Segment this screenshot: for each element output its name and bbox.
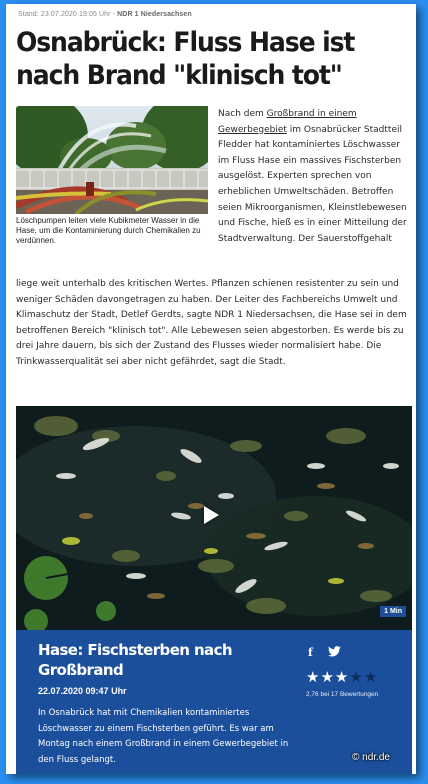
play-icon[interactable] xyxy=(204,506,219,524)
star-icon[interactable]: ★ xyxy=(320,669,335,686)
article-text: im Osnabrücker Stadtteil Fledder hat kontaminiertes Löschwasser im Fluss Hase ein massives Fischsterben ausgelöst. Experten sprechen von erheblichen Umweltschäden. Betroffen seien Mikroorganismen, Kleinstlebewesen und Fische, hieß es in einer Mitteilung der Stadtverwaltung. Der Sauerstoffgehalt xyxy=(218,124,407,244)
video-date: 22.07.2020 09:47 Uhr xyxy=(38,686,127,696)
copyright-watermark: © ndr.de xyxy=(352,752,390,763)
article-meta xyxy=(18,11,192,18)
fire-article-link[interactable]: Großbrand in einem Gewerbegebiet xyxy=(218,109,357,135)
star-rating[interactable] xyxy=(306,668,378,686)
facebook-icon[interactable]: f xyxy=(308,646,313,659)
article-paragraph xyxy=(218,107,408,247)
article-source: NDR 1 Niedersachsen xyxy=(117,11,192,18)
star-icon[interactable]: ★ xyxy=(334,669,350,686)
star-icon[interactable]: ★ xyxy=(363,669,379,686)
page-title: Osnabrück: Fluss Hase ist nach Brand "klinisch tot" xyxy=(16,27,355,91)
meta-separator: - xyxy=(112,11,116,18)
star-icon[interactable]: ★ xyxy=(349,669,364,686)
video-title[interactable]: Hase: Fischsterben nach Großbrand xyxy=(38,641,232,679)
twitter-icon[interactable] xyxy=(328,646,341,657)
star-icon[interactable]: ★ xyxy=(306,669,321,686)
article-card xyxy=(6,4,416,774)
rating-summary: 2,76 bei 17 Bewertungen xyxy=(306,691,379,698)
video-description: In Osnabrück hat mit Chemikalien kontaminiertes Löschwasser zu einem Fischsterben geführt. Es war am Montag nach einem Großbrand in einem Gewerbegebiet in den Fluss gelangt. xyxy=(38,708,289,765)
article-text: Nach dem xyxy=(218,109,267,119)
article-timestamp: Stand: 23.07.2020 19:05 Uhr xyxy=(18,11,111,18)
video-player[interactable] xyxy=(16,406,412,630)
image-caption: Löschpumpen leiten viele Kubikmeter Wasser in die Hase, um die Kontaminierung durch Chemikalien zu verdünnen. xyxy=(16,216,201,245)
firefighting-photo xyxy=(16,106,208,214)
video-duration-badge: 1 Min xyxy=(380,606,406,617)
article-paragraph-continued: liege weit unterhalb des kritischen Wertes. Pflanzen schienen resistenter zu sein und weniger Schäden davongetragen zu haben. Der Leiter des Fachbereichs Umwelt und Klimaschutz der Stadt, Detlef Gerdts, sagte NDR 1 Niedersachsen, die Hase sei in dem betroffenen Bereich "klinisch tot". Alle Lebewesen seien abgestorben. Es werde bis zu drei Jahre dauern, bis sich der Zustand des Flusses wieder normalisiert habe. Die Trinkwasserqualität sei aber nicht gefährdet, sagt die Stadt. xyxy=(16,279,407,367)
article-image[interactable] xyxy=(16,106,208,214)
